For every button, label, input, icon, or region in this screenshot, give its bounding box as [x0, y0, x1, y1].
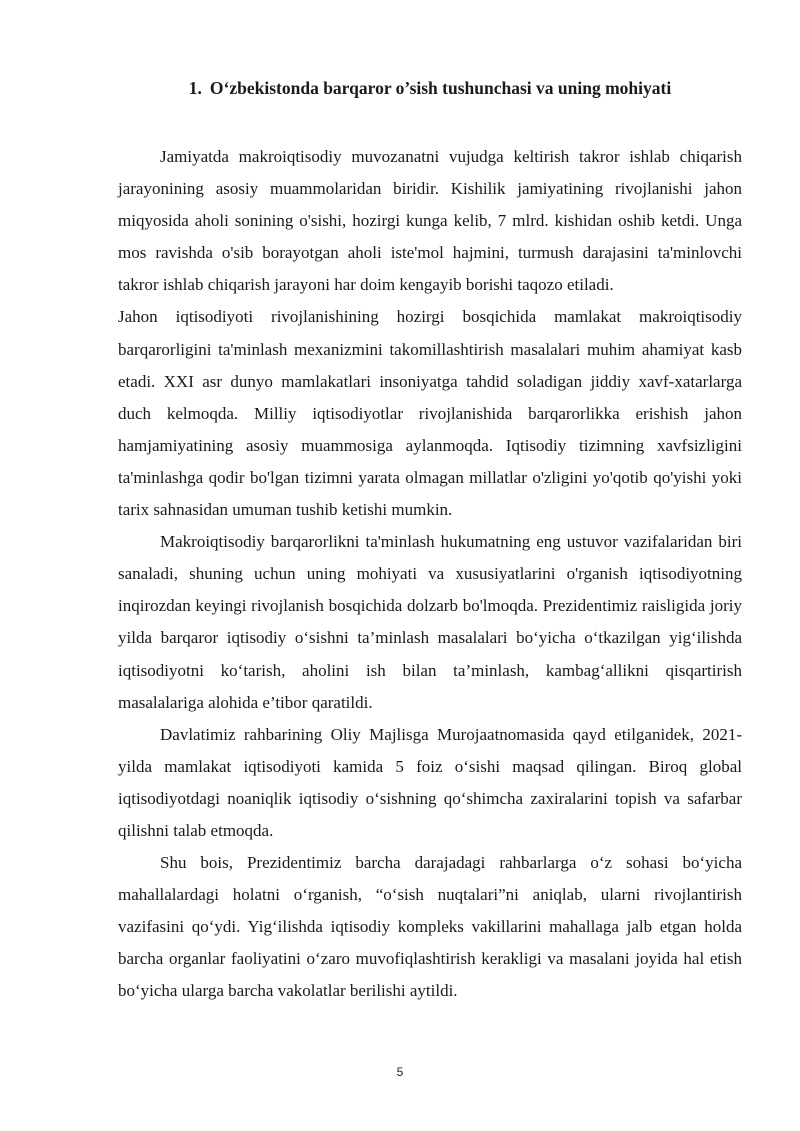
body-text [118, 141, 742, 1008]
paragraph-1: Jamiyatda makroiqtisodiy muvozanatni vujudga keltirish takror ishlab chiqarish jarayonining asosiy muammolaridan biridir. Kishilik jamiyatining rivojlanishi jahon miqyosida aholi sonining o'sishi, hozirgi kunga kelib, 7 mlrd. kishidan oshib ketdi. Unga mos ravishda o'sib borayotgan aholi iste'mol hajmini, turmush darajasini ta'minlovchi takror ishlab chiqarish jarayoni har doim kengayib borishi taqozo etiladi. [118, 147, 742, 295]
paragraph-5: Shu bois, Prezidentimiz barcha darajadagi rahbarlarga o‘z sohasi bo‘yicha mahallalardagi holatni o‘rganish, “o‘sish nuqtalari”ni aniqlab, ularni rivojlantirish vazifasini qo‘ydi. Yig‘ilishda iqtisodiy kompleks vakillarini mahallaga jalb etgan holda barcha organlar faoliyatini o‘zaro muvofiqlashtirish kerakligi va masalani joyida hal etish bo‘yicha ularga barcha vakolatlar berilishi aytildi. [118, 853, 742, 1001]
paragraph-2: Jahon iqtisodiyoti rivojlanishining hozirgi bosqichida mamlakat makroiqtisodiy barqarorligini ta'minlash mexanizmini takomillashtirish masalalari muhim ahamiyat kasb etadi. XXI asr dunyo mamlakatlari insoniyatga tahdid soladigan jiddiy xavf-xatarlarga duch kelmoqda. Milliy iqtisodiyotlar rivojlanishida barqarorlikka erishish jahon hamjamiyatining asosiy muammosiga aylanmoqda. Iqtisodiy tizimning xavfsizligini ta'minlashga qodir bo'lgan tizimni yarata olmagan millatlar o'zligini yo'qotib qo'yishi yoki tarix sahnasidan umuman tushib ketishi mumkin. [118, 307, 742, 520]
paragraph-3: Makroiqtisodiy barqarorlikni ta'minlash hukumatning eng ustuvor vazifalaridan biri sanaladi, shuning uchun uning mohiyati va xususiyatlarini o'rganish iqtisodiyotning inqirozdan keyingi rivojlanish bosqichida dolzarb bo'lmoqda. Prezidentimiz raisligida joriy yilda barqaror iqtisodiy o‘sishni ta’minlash masalalari bo‘yicha o‘tkazilgan yig‘ilishda iqtisodiyotni ko‘tarish, aholini ish bilan ta’minlash, kambag‘allikni qisqartirish masalalariga alohida e’tibor qaratildi. [118, 532, 742, 712]
page-number: 5 [396, 1065, 404, 1079]
section-number: 1. [188, 78, 202, 98]
section-title: O‘zbekistonda barqaror o’sish tushunchasi va uning mohiyati [209, 78, 672, 98]
paragraph-4: Davlatimiz rahbarining Oliy Majlisga Murojaatnomasida qayd etilganidek, 2021-yilda mamlakat iqtisodiyoti kamida 5 foiz o‘sishi maqsad qilingan. Biroq global iqtisodiyotdagi noaniqlik iqtisodiy o‘sishning qo‘shimcha zaxiralarini topish va safarbar qilishni talab etmoqda. [118, 724, 742, 840]
section-heading [118, 76, 742, 100]
